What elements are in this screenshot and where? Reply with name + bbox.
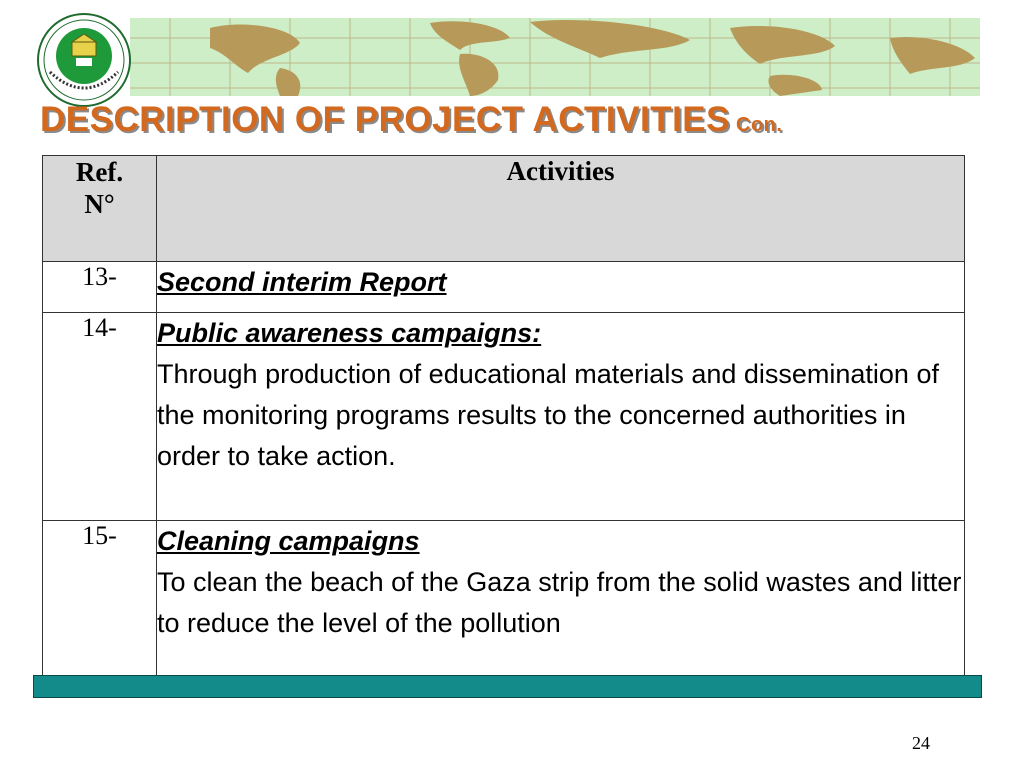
title-suffix: Con. [736,114,783,136]
activity-description: Through production of educational materials and dissemination of the monitoring programs results to the concerned authorities in order to take action. [157,359,939,471]
ref-header-line1: Ref. [75,157,124,187]
activity-heading: Second interim Report [157,267,447,297]
activities-table [42,155,965,676]
page-number: 24 [912,733,930,753]
ref-header-line2: N° [84,189,115,219]
activity-heading: Cleaning campaigns [157,526,420,556]
world-map-banner [130,18,980,96]
table-row [43,262,965,313]
activity-description: To clean the beach of the Gaza strip from the solid wastes and litter to reduce the level of the pollution [157,567,962,638]
university-logo [36,12,132,108]
title-text: DESCRIPTION OF PROJECT ACTIVITIES [40,100,730,139]
footer-bar [33,675,982,698]
activities-column-header: Activities [157,156,965,262]
ref-cell: 14- [43,313,157,521]
world-map-icon [130,18,980,96]
table-header-row [43,156,965,262]
activity-cell [157,313,965,521]
activity-cell [157,262,965,313]
slide-title [40,100,782,140]
ref-column-header [43,156,157,262]
university-seal-icon [36,12,132,108]
activity-cell [157,521,965,676]
table-row [43,521,965,676]
activity-heading: Public awareness campaigns: [157,318,542,348]
ref-cell: 13- [43,262,157,313]
ref-cell: 15- [43,521,157,676]
table-row [43,313,965,521]
